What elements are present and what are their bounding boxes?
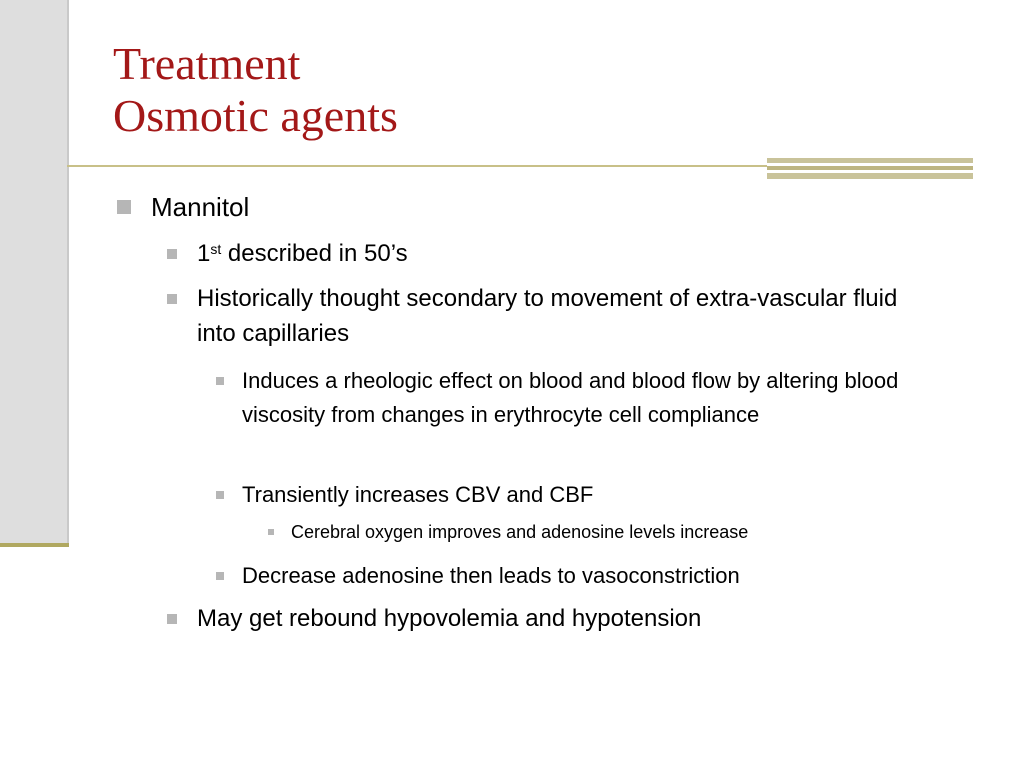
bullet-induces: Induces a rheologic effect on blood and blood flow by altering blood viscosity from changes in erythrocyte cell compliance xyxy=(242,368,899,427)
title-line-1: Treatment xyxy=(113,38,301,89)
bullet-first-described xyxy=(197,236,937,271)
bullet-mannitol: Mannitol xyxy=(151,192,250,222)
bullet-first-superscript: st xyxy=(210,241,222,257)
title-line-2: Osmotic agents xyxy=(113,90,398,141)
bullet-rebound: May get rebound hypovolemia and hypotension xyxy=(197,605,702,632)
bullet-transiently: Transiently increases CBV and CBF xyxy=(242,482,594,507)
square-bullet-icon xyxy=(167,249,177,259)
square-bullet-icon xyxy=(216,572,224,580)
bullet-first-text: described in 50’s xyxy=(221,240,408,267)
bullet-cerebral-oxygen: Cerebral oxygen improves and adenosine levels increase xyxy=(291,522,749,542)
bullet-historically: Historically thought secondary to movement of extra-vascular fluid into capillaries xyxy=(197,285,898,347)
bullet-first-number: 1 xyxy=(197,240,211,267)
square-bullet-icon xyxy=(167,614,177,624)
square-bullet-icon xyxy=(117,200,131,214)
square-bullet-icon xyxy=(216,491,224,499)
square-bullet-icon xyxy=(268,529,274,535)
square-bullet-icon xyxy=(167,294,177,304)
square-bullet-icon xyxy=(216,377,224,385)
bullet-decrease-adenosine: Decrease adenosine then leads to vasoconstriction xyxy=(242,563,740,588)
